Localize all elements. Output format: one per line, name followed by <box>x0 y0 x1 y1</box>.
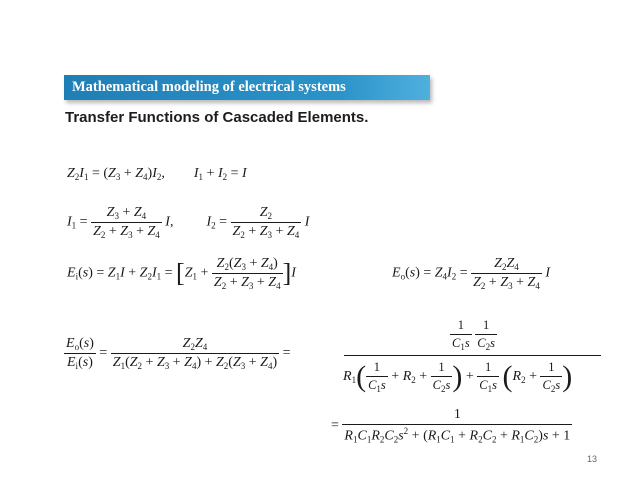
equation-4-right-fraction-bar <box>344 355 601 356</box>
equation-1: $Z_2I_1 = (Z_3 + Z_4)I_2$, $I_1 + I_2 = I$ <box>67 166 247 182</box>
equation-4-right-numerator: $\frac{1}{C_1s}$ $\frac{1}{C_2s}$ <box>452 318 495 352</box>
title-banner <box>64 75 430 100</box>
equation-2: $I_1$ = $\frac{Z_3 + Z_4}{Z_2 + Z_3 + Z_4}$ I, $I_2$ = $\frac{Z_2}{Z_2 + Z_3 + Z_4}$ I <box>67 205 310 240</box>
equation-4: $\frac{E_o(s)}{E_i(s)}$ = $\frac{Z_2Z_4}{Z_1(Z_2 + Z_3 + Z_4) + Z_2(Z_3 + Z_4)}$ = <box>66 336 291 371</box>
equation-3: $E_i(s) = Z_1I + Z_2I_1 = [Z_1$ + $\frac{Z_2(Z_3 + Z_4)}{Z_2 + Z_3 + Z_4}$ ]I <box>67 256 296 291</box>
banner-title: Mathematical modeling of electrical systems <box>72 79 346 95</box>
section-heading: Transfer Functions of Cascaded Elements. <box>65 109 369 126</box>
equation-3b: $E_o(s) = Z_4I_2$ = $\frac{Z_2Z_4}{Z_2 + Z_3 + Z_4}$ I <box>392 256 550 291</box>
equation-4-right-denominator: $R_1$( $\frac{1}{C_1s}$ + $R_2$ + $\frac{1}{C_2s}$ ) + $\frac{1}{C_1s}$ ($R_2$ + $\frac{1}{C_2s}$ ) <box>343 360 573 394</box>
equation-5: = $\frac{1}{R_1C_1R_2C_2s^2 + (R_1C_1 + R_2C_2 + R_1C_2)s + 1}$ <box>331 407 571 445</box>
page-number: 13 <box>587 454 598 464</box>
